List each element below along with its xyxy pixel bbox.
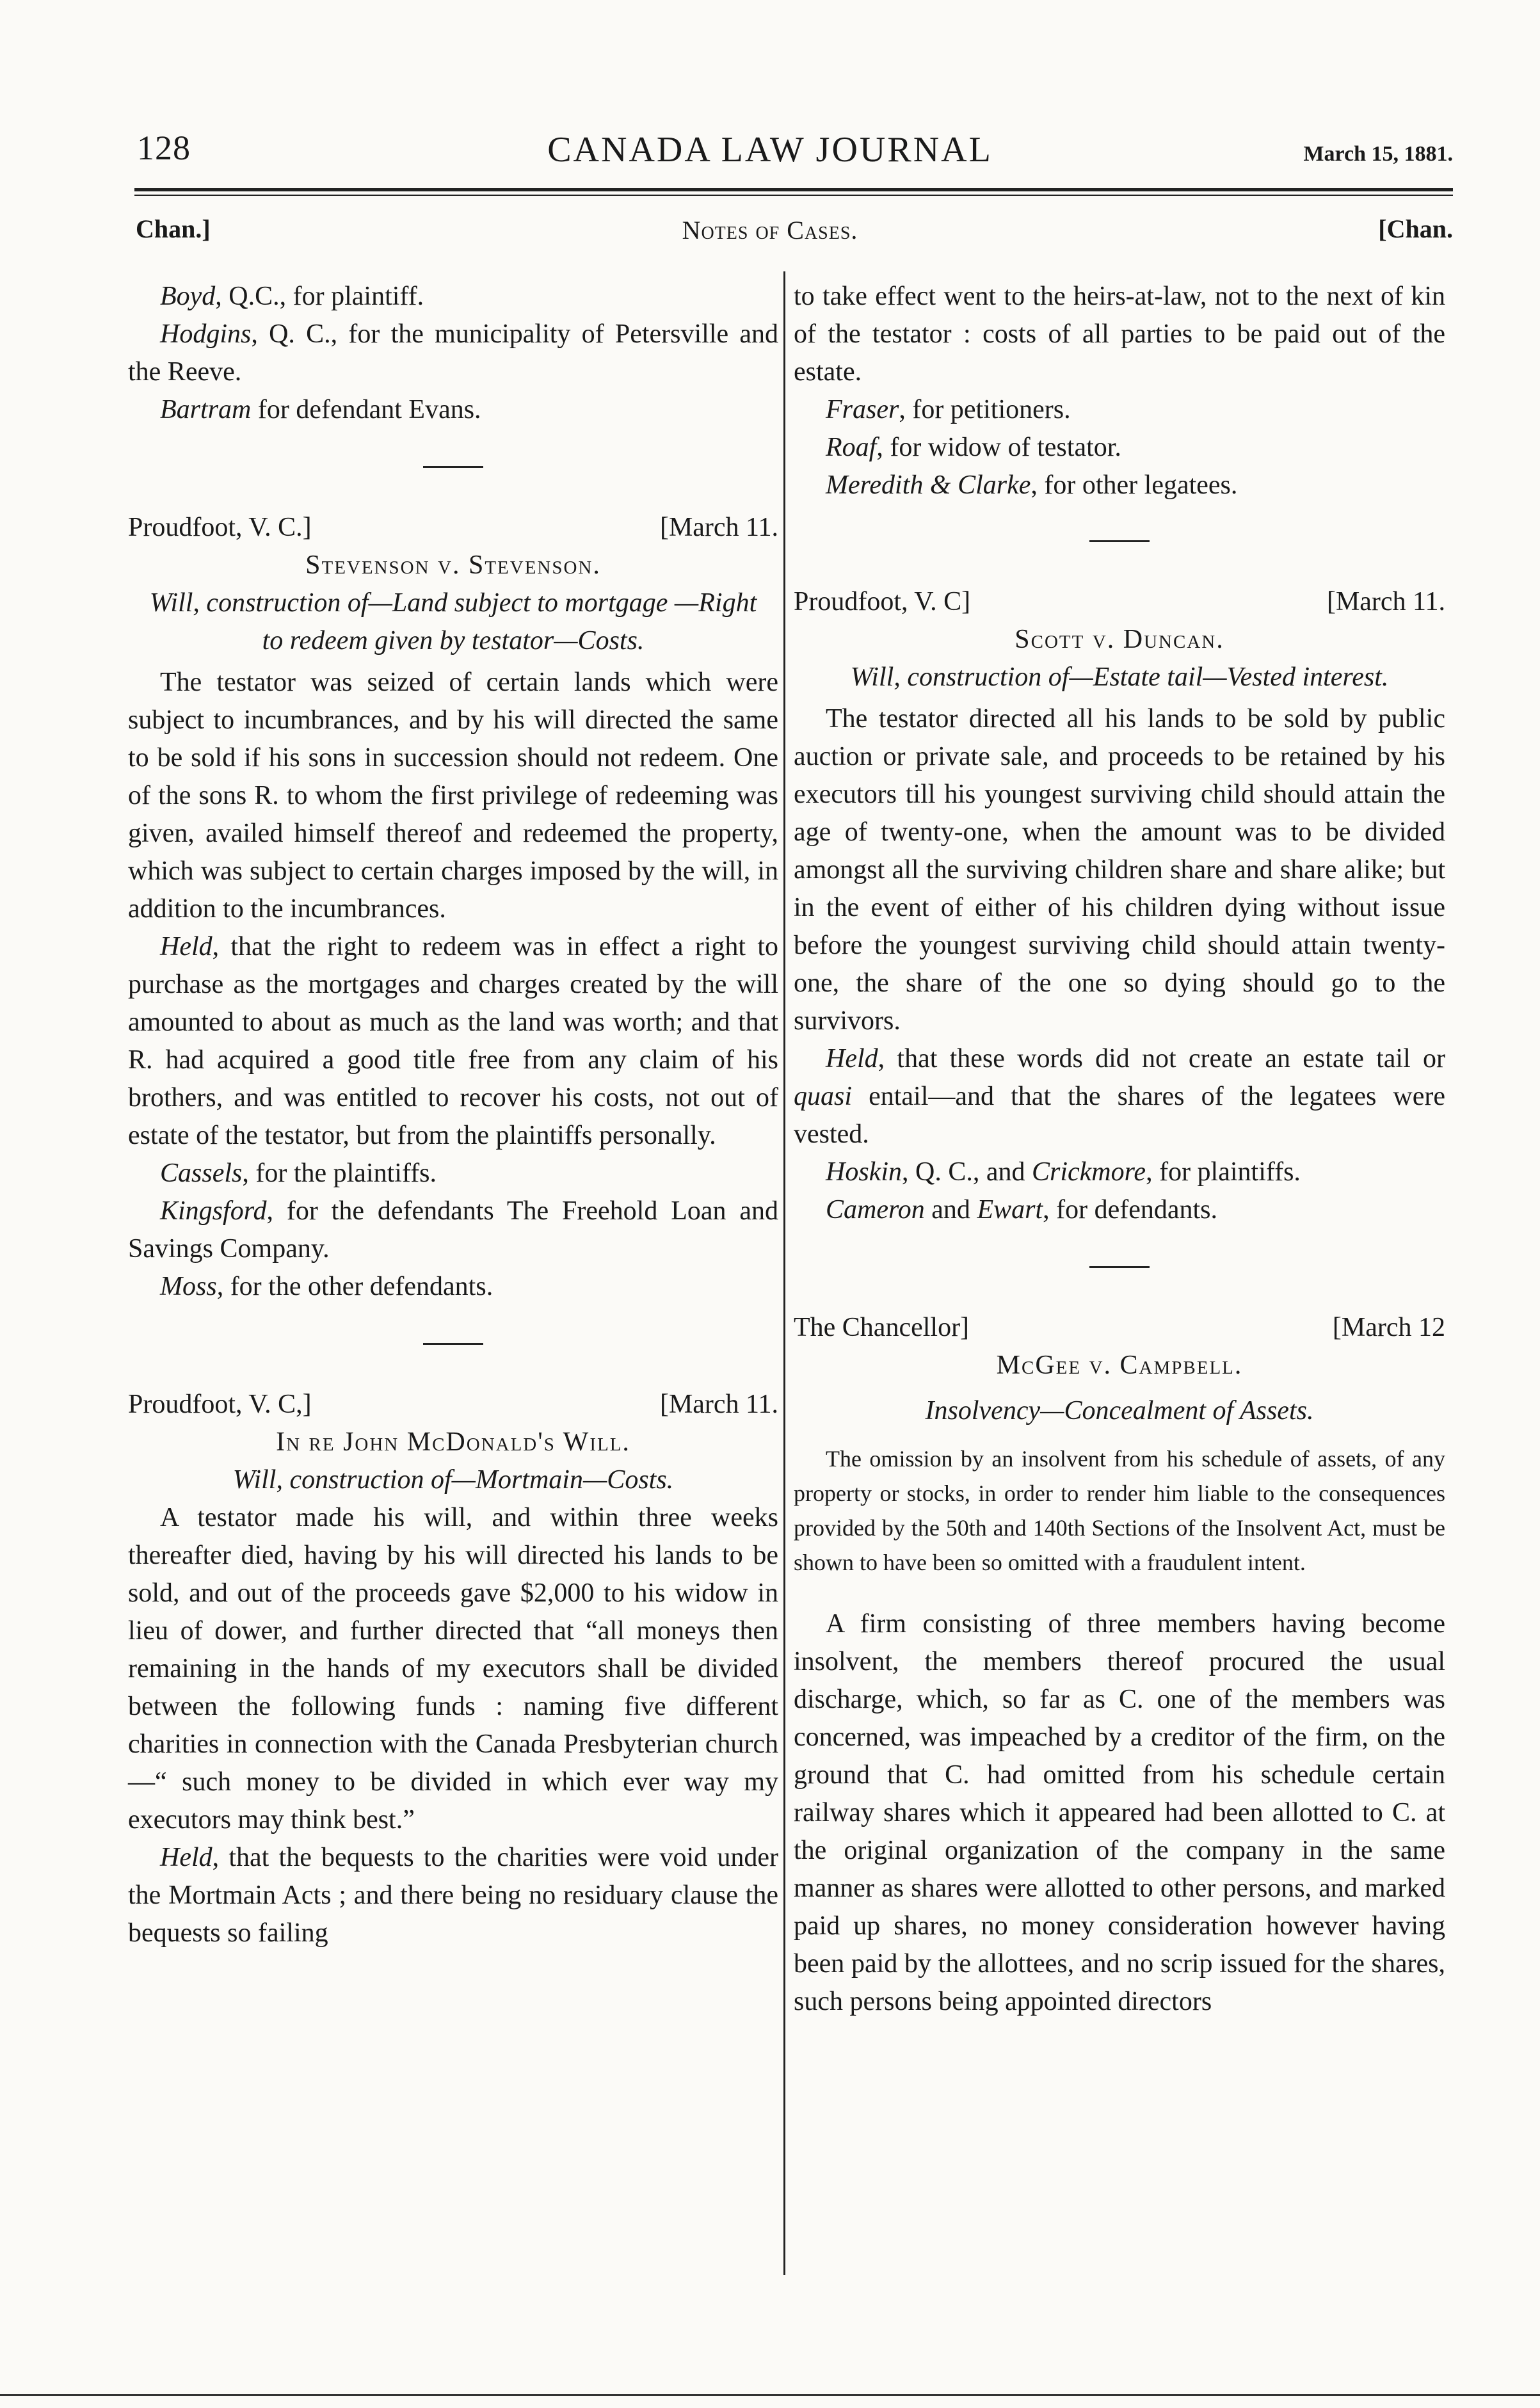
issue-date: March 15, 1881. [1303, 142, 1453, 166]
counsel-line: Hoskin, Q. C., and Crickmore, for plaintiffs. [826, 1157, 1301, 1187]
counsel-line: Boyd, Q.C., for plaintiff. [160, 282, 424, 311]
right-column [794, 278, 1445, 2021]
case-body: A firm consisting of three members having become insolvent, the members thereof procured the usual discharge, which, so far as C. one of the members was concerned, was impeached by a creditor of the firm, on the ground that C. had omitted from his schedule certain railway shares which it appeared had been allotted to C. at the original organization of the company in the same manner as shares were allotted to other persons, and marked paid up shares, no money consideration however having been paid by the allottees, and no scrip issued for the shares, such persons being appointed directors [794, 1609, 1445, 2016]
case-holding: Held, that the bequests to the charities were void under the Mortmain Acts ; and there being no residuary clause the bequests so failing [128, 1843, 778, 1948]
running-head-center: Notes of Cases. [682, 216, 858, 245]
counsel-line: Hodgins, Q. C., for the municipality of Petersville and the Reeve. [128, 319, 778, 387]
counsel-line: Cameron and Ewart, for defendants. [826, 1195, 1218, 1224]
case-body: The testator directed all his lands to be sold by public auction or private sale, and proceeds to be retained by his executors till his youngest surviving child should attain the age of twenty-one, when the amount was to be divided amongst all the surviving children share and share alike; but in the event of either of his children dying without issue before the youngest surviving child should attain twenty-one, the share of the one so dying should go to the survivors. [794, 704, 1445, 1036]
counsel-line: Meredith & Clarke, for other legatees. [826, 470, 1238, 500]
case-heading [794, 1309, 1445, 1347]
case-title: Scott v. Duncan. [1015, 625, 1224, 654]
counsel-line: Bartram for defendant Evans. [160, 395, 481, 424]
case-headnote: Insolvency—Concealment of Assets. [925, 1396, 1314, 1425]
case-holding: Held, that the right to redeem was in effect a right to purchase as the mortgages and charges created by the will amounted to about as much as the land was worth; and that R. had acquired a good title free from any claim of his brothers, and was entitled to recover his costs, not out of estate of the testator, but from the plaintiffs personally. [128, 932, 778, 1150]
journal-title: CANADA LAW JOURNAL [547, 130, 993, 170]
running-head-left: Chan.] [136, 214, 211, 243]
counsel-line: Kingsford, for the defendants The Freehold Loan and Savings Company. [128, 1196, 778, 1264]
case-heading [128, 1386, 778, 1424]
case-judge: Proudfoot, V. C,] [128, 1390, 312, 1419]
case-judge: The Chancellor] [794, 1313, 970, 1342]
case-date: [March 11. [659, 513, 778, 542]
counsel-line: Roaf, for widow of testator. [826, 433, 1121, 462]
left-column [128, 278, 778, 1952]
counsel-line: Cassels, for the plaintiffs. [160, 1159, 437, 1188]
case-body: The testator was seized of certain lands which were subject to incumbrances, and by his will directed the same to be sold if his sons in succession should not redeem. One of the sons R. to whom the first privilege of redeeming was given, availed himself thereof and redeemed the property, which was subject to certain charges imposed by the will, in addition to the incumbrances. [128, 668, 778, 924]
header-rule-thick [134, 188, 1453, 191]
counsel-line: Moss, for the other defendants. [160, 1272, 493, 1301]
case-headnote: Will, construction of—Estate tail—Vested interest. [850, 662, 1389, 692]
case-date: [March 12 [1332, 1313, 1445, 1342]
case-headnote: Will, construction of—Land subject to mortgage —Right to redeem given by testator—Costs. [149, 588, 757, 655]
case-heading [794, 583, 1445, 621]
page-number: 128 [137, 129, 191, 167]
case-body: A testator made his will, and within three weeks thereafter died, having by his will directed his lands to be sold, and out of the proceeds gave $2,000 to his widow in lieu of dower, and further directed that “all moneys then remaining in the hands of my executors shall be divided between the following funds : naming five different charities in connection with the Canada Presbyterian church—“ such money to be divided in which ever way my executors may think best.” [128, 1503, 778, 1834]
running-head-right: [Chan. [1378, 214, 1453, 243]
case-date: [March 11. [659, 1390, 778, 1419]
case-judge: Proudfoot, V. C] [794, 587, 971, 616]
case-heading [128, 509, 778, 547]
case-judge: Proudfoot, V. C.] [128, 513, 312, 542]
column-divider [783, 271, 785, 2275]
case-title: McGee v. Campbell. [996, 1351, 1243, 1380]
case-continuation: to take effect went to the heirs-at-law, not to the next of kin of the testator : costs of all parties to be paid out of the estate. [794, 282, 1445, 387]
counsel-line: Fraser, for petitioners. [826, 395, 1071, 424]
page-bottom-rule [0, 2394, 1540, 2396]
case-summary-note: The omission by an insolvent from his schedule of assets, of any property or stocks, in order to render him liable to the consequences provided by the 50th and 140th Sections of the Insolvent Act, must be shown to have been so omitted with a fraudulent intent. [794, 1446, 1445, 1575]
case-headnote: Will, construction of—Mortmain—Costs. [232, 1465, 674, 1495]
header-rule-thin [134, 195, 1453, 196]
case-date: [March 11. [1326, 587, 1445, 616]
case-title: Stevenson v. Stevenson. [305, 550, 601, 580]
case-title: In re John McDonald's Will. [276, 1427, 630, 1457]
case-holding: Held, that these words did not create an estate tail or quasi entail—and that the shares of the legatees were vested. [794, 1044, 1445, 1149]
